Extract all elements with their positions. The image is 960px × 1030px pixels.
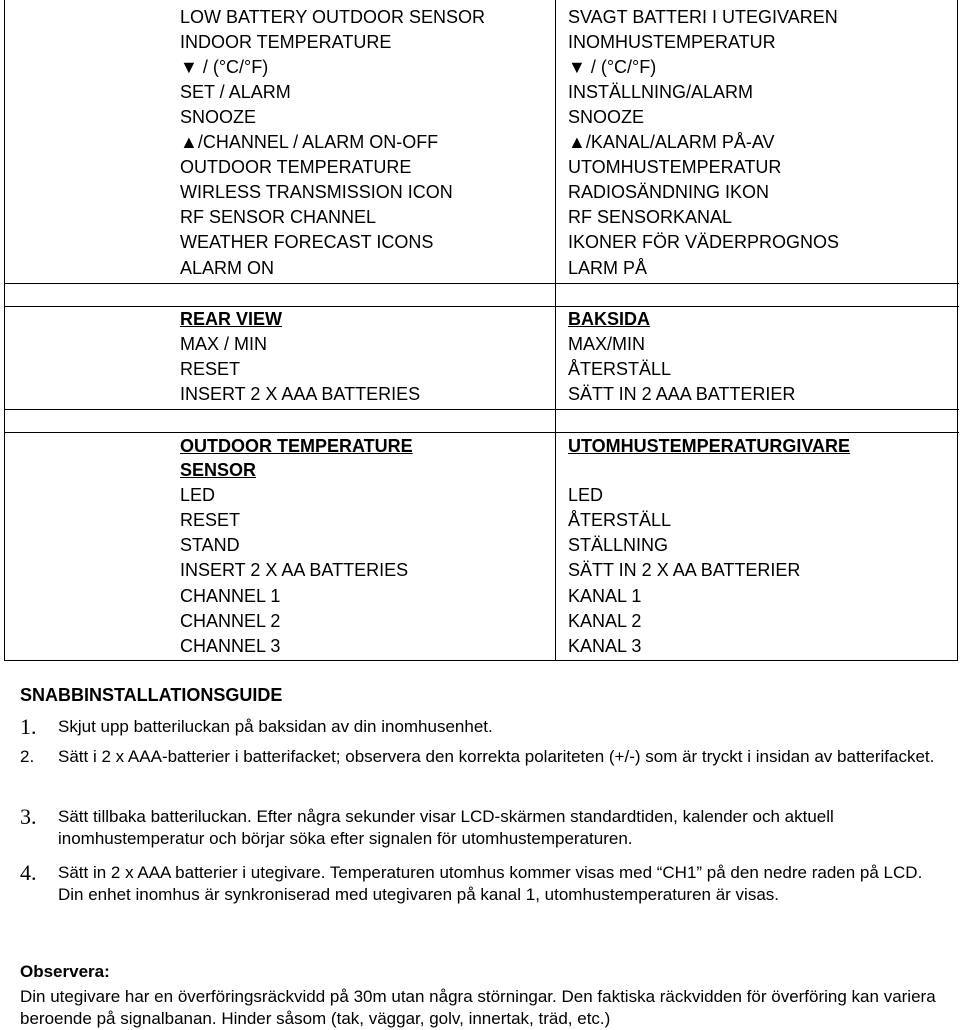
table-cell-en: STAND [180, 535, 240, 555]
table-cell-sv: SÄTT IN 2 AAA BATTERIER [568, 384, 796, 404]
step-number: 1. [20, 714, 37, 739]
table-cell-en: ALARM ON [180, 258, 275, 278]
table-cell-en: MAX / MIN [180, 334, 268, 354]
table-cell-sv: MAX/MIN [568, 334, 646, 354]
table-cell-sv: ▲/KANAL/ALARM PÅ-AV [568, 132, 775, 152]
table-cell-en: CHANNEL 2 [180, 611, 281, 631]
section-title-outdoor-sensor-line2: SENSOR [180, 460, 257, 480]
step-number: 4. [20, 860, 37, 885]
table-cell-sv: INSTÄLLNING/ALARM [568, 82, 754, 102]
table-cell-sv: ▼ / (°C/°F) [568, 57, 657, 77]
table-cell-en: INSERT 2 X AAA BATTERIES [180, 384, 421, 404]
step-text: Sätt i 2 x AAA-batterier i batterifacket; observera den korrekta polariteten (+/-) som är tryckt i insidan av batterifacket. [58, 747, 935, 766]
table-cell-sv: ÅTERSTÄLL [568, 359, 672, 379]
guide-step [20, 746, 940, 768]
table-cell-en: RESET [180, 510, 241, 530]
table-cell-sv: INOMHUSTEMPERATUR [568, 32, 776, 52]
guide-step [20, 806, 940, 850]
row-divider [556, 409, 959, 410]
table-cell-en: LOW BATTERY OUTDOOR SENSOR [180, 7, 486, 27]
table-cell-sv: SÄTT IN 2 X AA BATTERIER [568, 560, 801, 580]
step-text: Skjut upp batteriluckan på baksidan av din inomhusenhet. [58, 717, 493, 736]
translation-table [4, 0, 958, 661]
table-cell-sv: UTOMHUSTEMPERATUR [568, 157, 782, 177]
table-cell-en: RESET [180, 359, 241, 379]
section-title-utegivare: UTOMHUSTEMPERATURGIVARE [568, 436, 851, 456]
table-cell-en: RF SENSOR CHANNEL [180, 207, 377, 227]
table-cell-sv: RF SENSORKANAL [568, 207, 733, 227]
table-cell-sv: IKONER FÖR VÄDERPROGNOS [568, 232, 840, 252]
table-cell-en: SNOOZE [180, 107, 257, 127]
guide-step [20, 862, 940, 906]
step-text: Sätt tillbaka batteriluckan. Efter några sekunder visar LCD-skärmen standardtiden, kalender och aktuell inomhustemperatur och börjar söka efter signalen för utomhustemperaturen. [58, 807, 834, 848]
table-cell-en: SET / ALARM [180, 82, 291, 102]
table-cell-en: CHANNEL 3 [180, 636, 281, 656]
table-cell-en: INSERT 2 X AA BATTERIES [180, 560, 409, 580]
step-number: 2. [20, 747, 35, 766]
table-cell-en: INDOOR TEMPERATURE [180, 32, 392, 52]
note-title: Observera: [20, 962, 110, 981]
section-title-baksida: BAKSIDA [568, 309, 651, 329]
table-cell-sv: KANAL 1 [568, 586, 642, 606]
table-cell-en: CHANNEL 1 [180, 586, 281, 606]
table-cell-sv: SVAGT BATTERI I UTEGIVAREN [568, 7, 838, 27]
table-cell-sv: ÅTERSTÄLL [568, 510, 672, 530]
table-cell-en: OUTDOOR TEMPERATURE [180, 157, 412, 177]
row-divider [556, 283, 959, 284]
table-cell-sv: STÄLLNING [568, 535, 669, 555]
column-divider [555, 0, 556, 660]
table-cell-sv: LARM PÅ [568, 258, 648, 278]
row-divider [5, 409, 555, 410]
section-title-outdoor-sensor: OUTDOOR TEMPERATURE [180, 436, 413, 456]
table-cell-en: ▲/CHANNEL / ALARM ON-OFF [180, 132, 439, 152]
note-text: Din utegivare har en överföringsräckvidd på 30m utan några störningar. Den faktiska räckvidden för överföring kan variera beroende på signalbanan. Hinder såsom (tak, väggar, golv, innertak, träd, etc.) [20, 987, 936, 1028]
table-cell-sv: LED [568, 485, 604, 505]
table-cell-en: ▼ / (°C/°F) [180, 57, 269, 77]
section-title-rear-view: REAR VIEW [180, 309, 283, 329]
table-cell-en: WEATHER FORECAST ICONS [180, 232, 434, 252]
guide-step [20, 716, 940, 738]
step-number: 3. [20, 804, 37, 829]
table-cell-sv: KANAL 2 [568, 611, 642, 631]
table-cell-en: WIRLESS TRANSMISSION ICON [180, 182, 453, 202]
table-cell-sv: SNOOZE [568, 107, 645, 127]
table-cell-en: LED [180, 485, 216, 505]
step-text: Sätt in 2 x AAA batterier i utegivare. Temperaturen utomhus kommer visas med “CH1” på den nedre raden på LCD. Din enhet inomhus är synkroniserad med utegivaren på kanal 1, utomhustemperaturen är visas. [58, 863, 923, 904]
row-divider [556, 432, 959, 433]
row-divider [5, 283, 555, 284]
table-cell-sv: RADIOSÄNDNING IKON [568, 182, 770, 202]
guide-title: SNABBINSTALLATIONSGUIDE [20, 685, 283, 705]
table-cell-sv: KANAL 3 [568, 636, 642, 656]
row-divider [5, 432, 555, 433]
